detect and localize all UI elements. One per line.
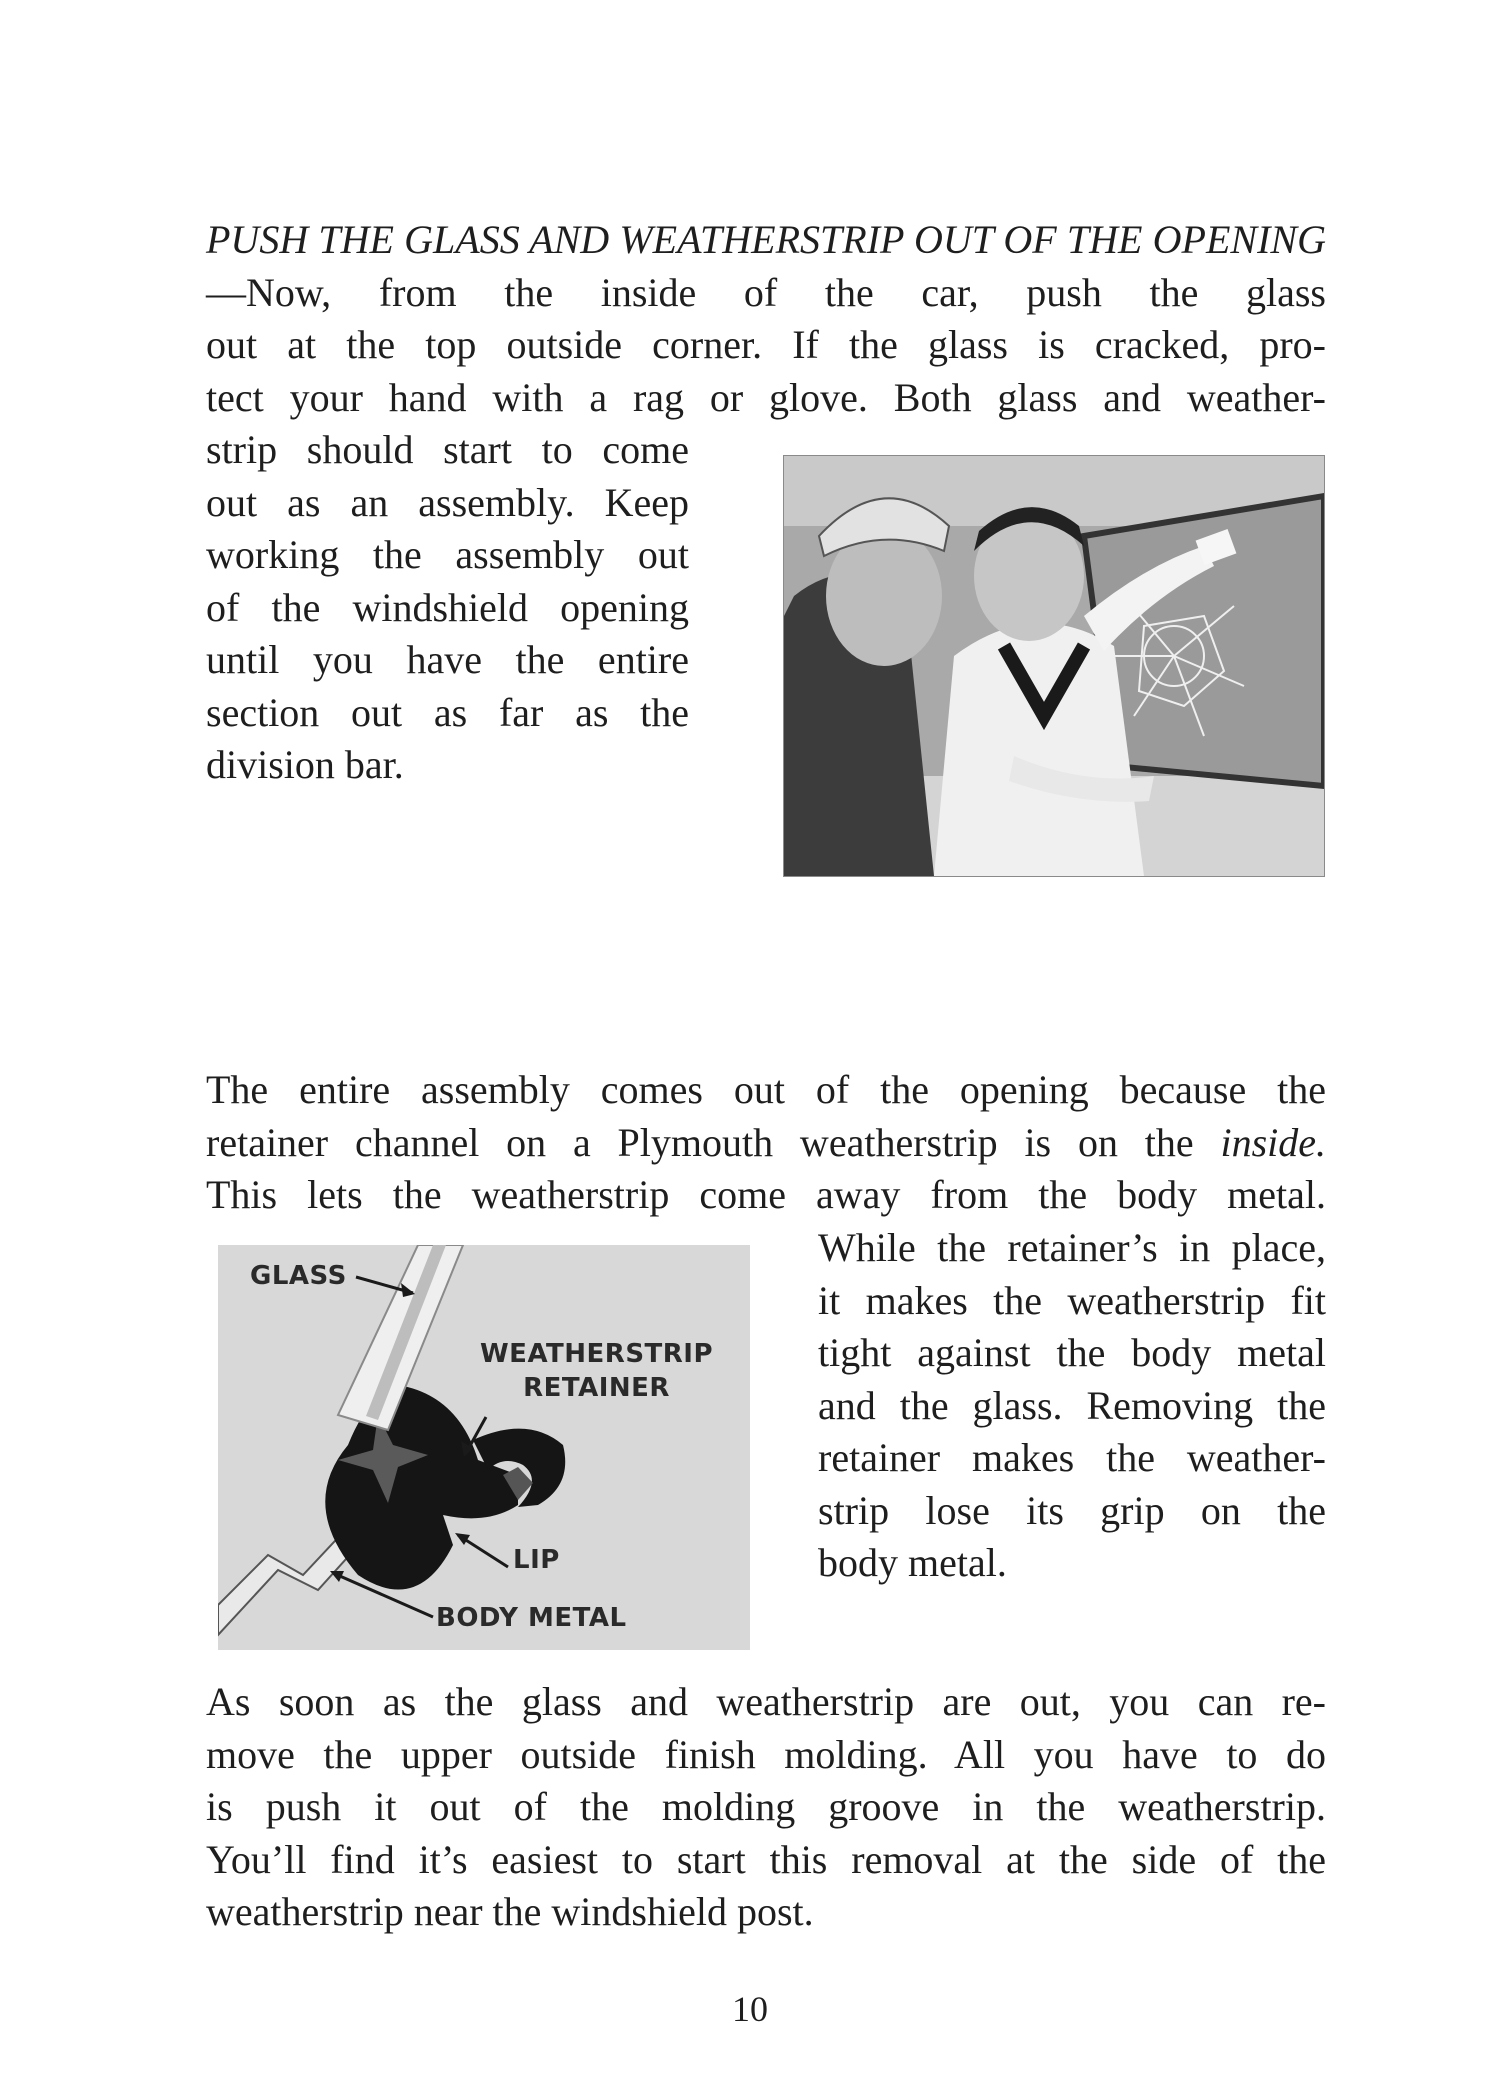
- text-line: out as an assembly. Keep: [206, 479, 689, 525]
- windshield-removal-photo: [783, 455, 1325, 877]
- assembly-paragraph: [206, 1064, 1326, 1222]
- text-line: As soon as the glass and weatherstrip are out, you can re-: [206, 1679, 1326, 1724]
- text-line: section out as far as the: [206, 689, 689, 735]
- body-metal-label: BODY METAL: [436, 1603, 627, 1633]
- lip-label: LIP: [513, 1545, 560, 1575]
- text-line: While the retainer’s in place,: [818, 1225, 1326, 1270]
- text-line: out at the top outside corner. If the glass is cracked, pro-: [206, 322, 1326, 367]
- weatherstrip-diagram: [218, 1245, 750, 1650]
- text-line: is push it out of the molding groove in the weatherstrip.: [206, 1784, 1326, 1829]
- page-number: 10: [732, 1989, 768, 2029]
- text-line: strip should start to come: [206, 427, 689, 472]
- text-line: retainer channel on a Plymouth weatherstrip is on the inside.: [206, 1119, 1326, 1165]
- text-line: tect your hand with a rag or glove. Both glass and weather-: [206, 374, 1326, 420]
- molding-paragraph: [206, 1676, 1326, 1939]
- text-line: working the assembly out: [206, 532, 689, 577]
- text-line: strip lose its grip on the: [818, 1487, 1326, 1533]
- text-line: move the upper outside finish molding. All you have to do: [206, 1731, 1326, 1777]
- text-line: and the glass. Removing the: [818, 1382, 1326, 1428]
- text-line: body metal.: [818, 1540, 1007, 1585]
- text-line: division bar.: [206, 742, 404, 787]
- retainer-paragraph: [818, 1222, 1326, 1590]
- text-line: retainer makes the weather-: [818, 1435, 1326, 1480]
- text-line: until you have the entire: [206, 637, 689, 682]
- text-line: weatherstrip near the windshield post.: [206, 1889, 814, 1934]
- intro-paragraph: [206, 214, 1326, 424]
- glass-label: GLASS: [250, 1261, 347, 1291]
- emphasis-word: inside.: [1220, 1119, 1326, 1165]
- intro-paragraph-continued: [206, 424, 689, 792]
- weatherstrip-retainer-label: WEATHERSTRIP RETAINER: [480, 1339, 714, 1403]
- text-line: tight against the body metal: [818, 1330, 1326, 1375]
- text-line: You’ll find it’s easiest to start this removal at the side of the: [206, 1836, 1326, 1882]
- text-line: PUSH THE GLASS AND WEATHERSTRIP OUT OF THE OPENING—Now, from the inside of the car, push the glass: [206, 217, 1326, 315]
- text-line: This lets the weatherstrip come away from the body metal.: [206, 1172, 1326, 1217]
- text-line: The entire assembly comes out of the opening because the: [206, 1067, 1326, 1112]
- section-heading: PUSH THE GLASS AND WEATHERSTRIP OUT OF THE OPENING: [206, 217, 1326, 262]
- text-line: of the windshield opening: [206, 584, 689, 630]
- text-line: it makes the weatherstrip fit: [818, 1277, 1326, 1323]
